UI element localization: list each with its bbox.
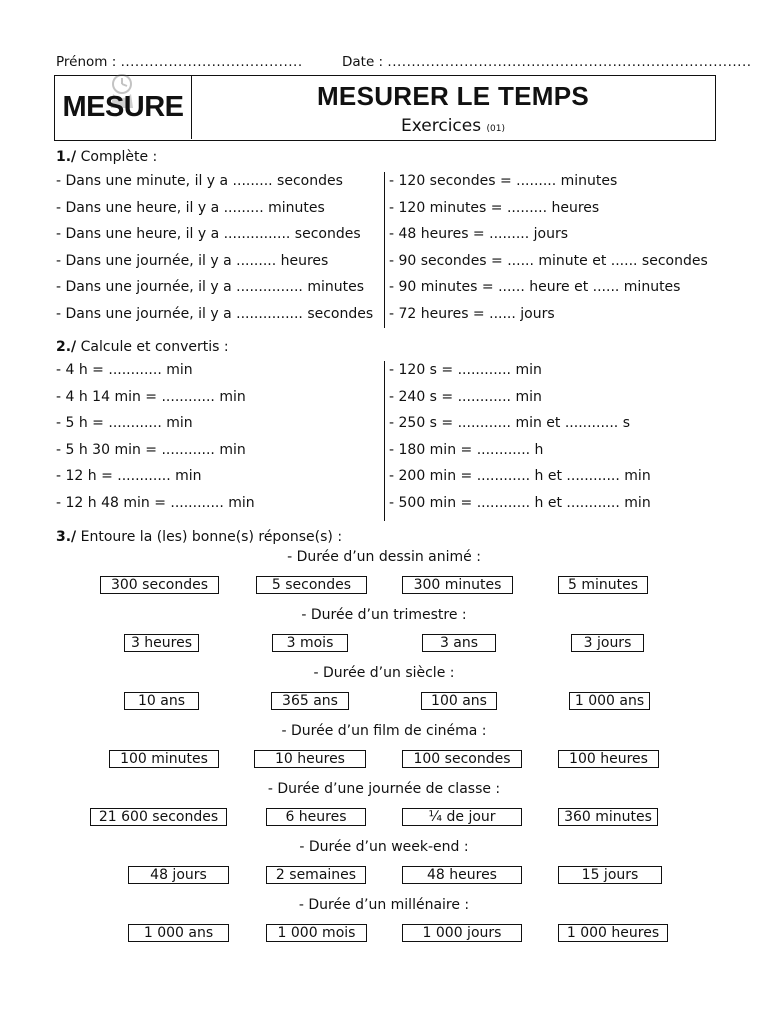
question-label: - Durée d’un siècle : xyxy=(313,665,455,681)
list-item: - Dans une journée, il y a ............... minutes xyxy=(56,279,364,295)
list-item: - 48 heures = ......... jours xyxy=(389,226,568,242)
question-label: - Durée d’un trimestre : xyxy=(301,607,467,623)
question-label: - Durée d’une journée de classe : xyxy=(267,781,501,797)
logo xyxy=(55,76,192,139)
answer-option[interactable]: 1 000 ans xyxy=(128,924,229,942)
ex2-heading xyxy=(56,339,229,355)
list-item: - 180 min = ............ h xyxy=(389,442,544,458)
answer-option[interactable]: 1 000 ans xyxy=(569,692,650,710)
answer-option[interactable]: 21 600 secondes xyxy=(90,808,227,826)
question-label: - Durée d’un dessin animé : xyxy=(287,549,481,565)
list-item: - 200 min = ............ h et ............ min xyxy=(389,468,651,484)
question-label: - Durée d’un film de cinéma : xyxy=(281,723,487,739)
answer-option[interactable]: 10 heures xyxy=(254,750,366,768)
answer-option[interactable]: ¼ de jour xyxy=(402,808,522,826)
list-item: - 12 h = ............ min xyxy=(56,468,202,484)
list-item: - 90 minutes = ...... heure et ...... minutes xyxy=(389,279,681,295)
list-item: - Dans une journée, il y a ............... secondes xyxy=(56,306,374,322)
answer-option[interactable]: 1 000 jours xyxy=(402,924,522,942)
page-title: MESURER LE TEMPS xyxy=(316,81,590,111)
answer-option[interactable]: 3 heures xyxy=(124,634,199,652)
answer-option[interactable]: 6 heures xyxy=(266,808,366,826)
list-item: - 500 min = ............ h et ............ min xyxy=(389,495,651,511)
ex3-number: 3./ xyxy=(56,529,77,545)
date-dots: ............................................................................ xyxy=(387,54,752,70)
answer-option[interactable]: 15 jours xyxy=(558,866,662,884)
question-label: - Durée d’un week-end : xyxy=(299,839,469,855)
list-item: - 72 heures = ...... jours xyxy=(389,306,555,322)
list-item: - 4 h 14 min = ............ min xyxy=(56,389,246,405)
answer-option[interactable]: 1 000 mois xyxy=(266,924,367,942)
page-subtitle xyxy=(191,116,715,136)
ex2-divider xyxy=(384,361,385,521)
list-item: - 120 s = ............ min xyxy=(389,362,542,378)
list-item: - Dans une heure, il y a ............... secondes xyxy=(56,226,361,242)
prenom-field[interactable] xyxy=(56,54,303,70)
prenom-label: Prénom : xyxy=(56,54,121,70)
list-item: - 120 secondes = ......... minutes xyxy=(389,173,618,189)
answer-option[interactable]: 100 minutes xyxy=(109,750,219,768)
date-field[interactable] xyxy=(342,54,752,70)
answer-option[interactable]: 1 000 heures xyxy=(558,924,668,942)
list-item: - 12 h 48 min = ............ min xyxy=(56,495,255,511)
list-item: - Dans une minute, il y a ......... secondes xyxy=(56,173,343,189)
subtitle-number: (01) xyxy=(486,124,505,134)
list-item: - 250 s = ............ min et ............ s xyxy=(389,415,631,431)
answer-option[interactable]: 300 minutes xyxy=(402,576,513,594)
ex1-heading xyxy=(56,149,157,165)
answer-option[interactable]: 2 semaines xyxy=(266,866,366,884)
question-label: - Durée d’un millénaire : xyxy=(298,897,470,913)
answer-option[interactable]: 48 heures xyxy=(402,866,522,884)
ex3-instruction: Entoure la (les) bonne(s) réponse(s) : xyxy=(80,529,343,545)
answer-option[interactable]: 3 ans xyxy=(422,634,496,652)
ex3-heading xyxy=(56,529,342,545)
answer-option[interactable]: 10 ans xyxy=(124,692,199,710)
ex1-number: 1./ xyxy=(56,149,77,165)
answer-option[interactable]: 365 ans xyxy=(271,692,349,710)
answer-option[interactable]: 300 secondes xyxy=(100,576,219,594)
list-item: - 240 s = ............ min xyxy=(389,389,542,405)
date-label: Date : xyxy=(342,54,388,70)
answer-option[interactable]: 48 jours xyxy=(128,866,229,884)
answer-option[interactable]: 360 minutes xyxy=(558,808,658,826)
list-item: - 120 minutes = ......... heures xyxy=(389,200,600,216)
list-item: - 5 h = ............ min xyxy=(56,415,193,431)
answer-option[interactable]: 3 jours xyxy=(571,634,644,652)
subtitle-text: Exercices xyxy=(401,116,482,136)
answer-option[interactable]: 3 mois xyxy=(272,634,348,652)
ex2-number: 2./ xyxy=(56,339,77,355)
answer-option[interactable]: 100 secondes xyxy=(402,750,522,768)
list-item: - Dans une heure, il y a ......... minutes xyxy=(56,200,325,216)
ex2-instruction: Calcule et convertis : xyxy=(80,339,229,355)
ex1-divider xyxy=(384,172,385,328)
list-item: - 90 secondes = ...... minute et ...... secondes xyxy=(389,253,708,269)
answer-option[interactable]: 5 minutes xyxy=(558,576,648,594)
list-item: - 4 h = ............ min xyxy=(56,362,193,378)
title-box xyxy=(54,75,716,141)
list-item: - Dans une journée, il y a ......... heures xyxy=(56,253,329,269)
answer-option[interactable]: 100 heures xyxy=(558,750,659,768)
answer-option[interactable]: 5 secondes xyxy=(256,576,367,594)
ex1-instruction: Complète : xyxy=(80,149,158,165)
list-item: - 5 h 30 min = ............ min xyxy=(56,442,246,458)
prenom-dots: ...................................... xyxy=(120,54,303,70)
answer-option[interactable]: 100 ans xyxy=(421,692,497,710)
logo-text: MESURE xyxy=(62,91,184,123)
